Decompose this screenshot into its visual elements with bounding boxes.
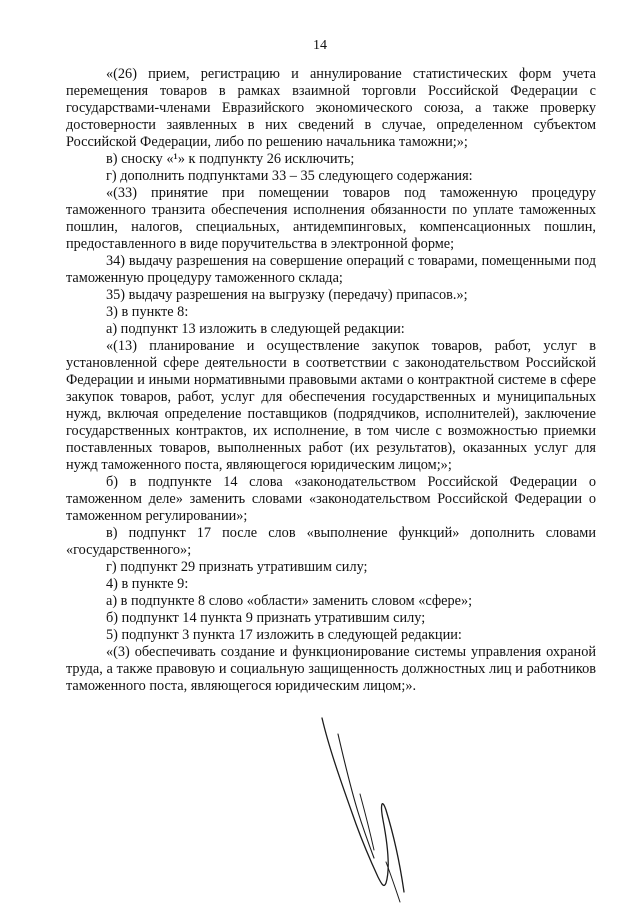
paragraph-subitem-29-void: г) подпункт 29 признать утратившим силу; [106,559,368,575]
paragraph-subitem-17-change: в) подпункт 17 после слов «выполнение функций» дополнить словами «государственного»; [66,525,596,558]
paragraph-subitem-14-change: б) в подпункте 14 слова «законодательством Российской Федерации о таможенном деле» заменить словами «законодательством Российской Федерации о таможенном регулировании»; [66,474,596,524]
paragraph-point-17-intro: 5) подпункт 3 пункта 17 изложить в следующей редакции: [106,627,462,643]
paragraph-point-8-intro: 3) в пункте 8: [106,304,189,320]
handwritten-signature [300,712,410,905]
paragraph-item-26: «(26) прием, регистрацию и аннулирование статистических форм учета перемещения товаров в рамках взаимной торговли Российской Федерации с государствами-членами Евразийского экономического союза, а также проверку достоверности заявленных в них сведений в случае, определенном субъектом Российской Федерации, либо по решению начальника таможни;»; [66,66,596,150]
page-number: 14 [313,38,327,53]
paragraph-footnote-removal: в) сноску «¹» к подпункту 26 исключить; [106,151,355,167]
paragraph-item-3: «(3) обеспечивать создание и функционирование системы управления охраной труда, а также правовую и социальную защищенность должностных лиц и работников таможенного поста, являющегося юридическим лицом;». [66,644,596,694]
paragraph-subitem-14-void: б) подпункт 14 пункта 9 признать утратившим силу; [106,610,426,626]
paragraph-item-13: «(13) планирование и осуществление закупок товаров, работ, услуг в установленной сфере деятельности в соответствии с законодательством Российской Федерации и иными нормативными правовыми актами о контрактной системе в сфере закупок товаров, работ, услуг для обеспечения государственных и муниципальных нужд, включая определение поставщиков (подрядчиков, исполнителей), заключение государственных контрактов, их исполнение, в том числе с возможностью приемки поставленных товаров, выполненных работ (их результатов), оказанных услуг для нужд таможенного поста, являющегося юридическим лицом;»; [66,338,596,473]
paragraph-add-items-intro: г) дополнить подпунктами 33 – 35 следующего содержания: [106,168,473,184]
document-body [66,66,596,695]
paragraph-point-9-intro: 4) в пункте 9: [106,576,189,592]
paragraph-item-35: 35) выдачу разрешения на выгрузку (передачу) припасов.»; [106,287,468,303]
paragraph-item-33: «(33) принятие при помещении товаров под таможенную процедуру таможенного транзита обеспечения исполнения обязанности по уплате таможенных пошлин, налогов, специальных, антидемпинговых, компенсационных пошлин, предоставленного в виде поручительства в электронной форме; [66,185,596,252]
paragraph-item-34: 34) выдачу разрешения на совершение операций с товарами, помещенными под таможенную процедуру таможенного склада; [66,253,596,286]
paragraph-subitem-13-intro: а) подпункт 13 изложить в следующей редакции: [106,321,405,337]
paragraph-subitem-8-change: а) в подпункте 8 слово «области» заменить словом «сфере»; [106,593,473,609]
